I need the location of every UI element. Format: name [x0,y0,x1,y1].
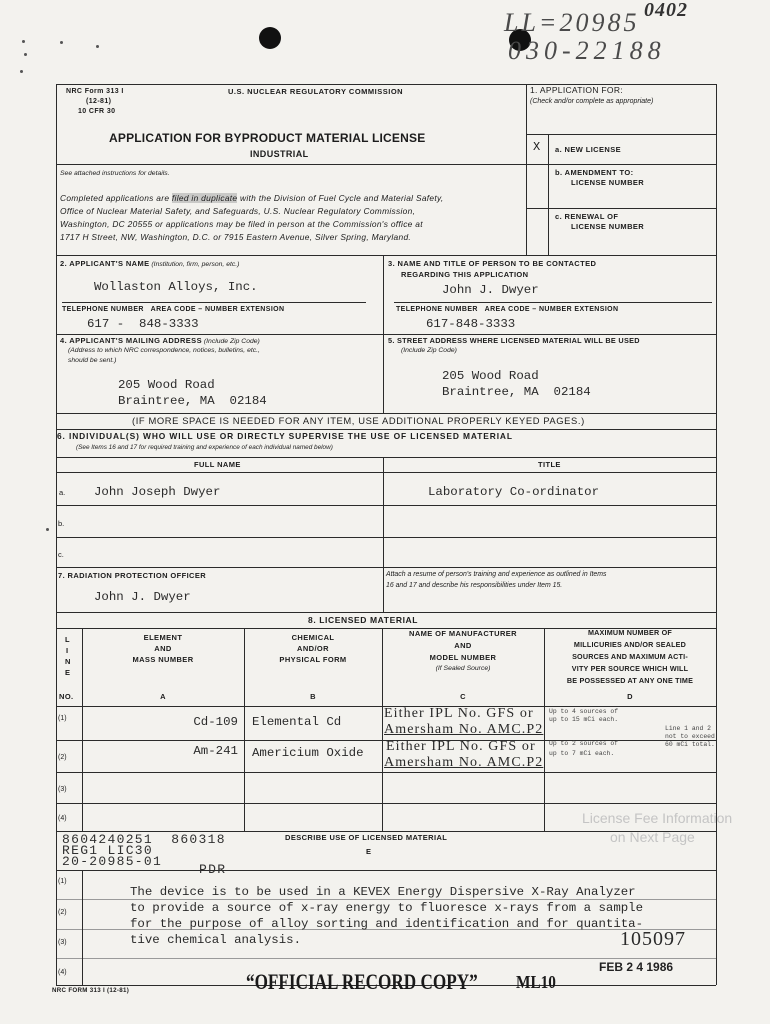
item4-hint-line: (Address to which NRC correspondence, notices, bulletins, etc., [68,347,260,354]
manufacturer-value: Either IPL No. GFS or [386,739,536,754]
form-rule [56,255,716,256]
manufacturer-value: Either IPL No. GFS or [384,706,534,721]
form-rule [548,134,549,255]
form-rule [56,772,716,773]
contact-phone-value: 617-848-3333 [426,317,516,331]
column-a-header: MASS NUMBER [132,655,194,664]
amendment-option: b. AMENDMENT TO: [555,168,634,177]
column-a-header: ELEMENT [143,633,183,642]
new-license-option: a. NEW LICENSE [555,145,622,154]
description-row-number: (1) [58,878,67,885]
column-d-header: VITY PER SOURCE WHICH WILL [571,664,689,673]
use-description-line: The device is to be used in a KEVEX Energy Dispersive X-Ray Analyzer [130,885,636,899]
scan-speck [96,45,99,48]
form-value: Americium Oxide [252,746,364,760]
row-letter: a. [59,488,66,497]
max-activity-value: up to 7 mCi each. [549,750,615,757]
column-b-header: CHEMICAL [291,633,335,642]
line-header-letter: E [65,668,71,677]
date-received-stamp: FEB 2 4 1986 [599,960,674,974]
official-record-stamp: “OFFICIAL RECORD COPY” [246,969,478,994]
scan-speck [60,41,63,44]
form-value: Elemental Cd [252,715,342,729]
manufacturer-value: Amersham No. AMC.P2 [384,722,544,737]
agency-name: U.S. NUCLEAR REGULATORY COMMISSION [228,87,404,96]
accession-stamp: 105097 [620,928,686,950]
item3-phone-label: TELEPHONE NUMBER AREA CODE – NUMBER EXTENSION [396,306,619,313]
form-rule [56,567,716,568]
use-description-line: tive chemical analysis. [130,933,302,947]
item7-hint-line: Attach a resume of person's training and experience as outlined in Items [386,571,607,578]
item8-label: 8. LICENSED MATERIAL [308,615,419,625]
column-a-letter: A [160,692,166,701]
item1-label: 1. APPLICATION FOR: [530,85,623,95]
limit-note: 60 mCi total. [665,741,715,748]
column-d-header: SOURCES AND MAXIMUM ACTI- [572,652,688,661]
element-value: Cd-109 [193,715,238,729]
docket-stamp-line: REG1 LIC30 [62,843,154,858]
title-column-header: TITLE [538,460,561,469]
contact-name-value: John J. Dwyer [442,283,539,297]
individual-title-value: Laboratory Co-ordinator [428,485,600,499]
table-row-number: (1) [58,715,67,722]
handwritten-control-number: 0402 [644,0,688,21]
docket-stamp-line: 8604240251 860318 [62,832,226,847]
form-rule [56,505,716,506]
line-number-header: NO. [59,692,74,701]
handwritten-docket-number: 030-22188 [508,36,666,65]
form-footer: NRC FORM 313 I (12-81) [52,987,130,994]
item2-label-text: 2. APPLICANT'S NAME [60,259,150,268]
max-activity-value: Up to 4 sources of [549,708,619,715]
column-c-header: AND [454,641,472,650]
description-row-number: (4) [58,969,67,976]
scan-speck [22,40,25,43]
item3-label: 3. NAME AND TITLE OF PERSON TO BE CONTACTED [388,259,597,268]
max-activity-value: Up to 2 sources of [549,740,619,747]
pdr-stamp: PDR [199,862,227,877]
item1-hint: (Check and/or complete as appropriate) [530,98,654,105]
form-rule [56,803,716,804]
column-d-letter: D [627,692,633,701]
form-rule [383,255,384,413]
table-row-number: (2) [58,754,67,761]
column-c-letter: C [460,692,466,701]
form-rule [383,457,384,612]
item2-phone-label: TELEPHONE NUMBER AREA CODE – NUMBER EXTENSION [62,306,285,313]
limit-note: not to exceed [665,733,715,740]
use-street-value: 205 Wood Road [442,369,539,383]
filing-text: Completed applications are [60,193,172,203]
form-rule [526,134,716,135]
element-value: Am-241 [193,744,238,758]
form-date: (12-81) [86,98,112,105]
ml-stamp: ML10 [516,972,556,992]
applicant-name-value: Wollaston Alloys, Inc. [94,280,258,294]
row-letter: b. [58,519,65,528]
item9-label: DESCRIBE USE OF LICENSED MATERIAL [285,833,448,842]
form-rule [56,472,716,473]
form-subtitle: INDUSTRIAL [250,149,309,159]
form-cfr: 10 CFR 30 [78,108,116,115]
scan-speck [24,53,27,56]
form-rule [56,457,716,458]
filing-instructions-line: 1717 H Street, NW, Washington, D.C. or 7915 Eastern Avenue, Silver Spring, Maryland. [60,232,412,242]
column-b-header: AND/OR [297,644,329,653]
form-rule [62,302,366,303]
line-header-letter: L [65,635,70,644]
form-rule [716,84,717,985]
item7-hint-line: 16 and 17 and describe his responsibilities under Item 15. [386,582,563,589]
instructions-note: See attached instructions for details. [60,170,170,177]
use-description-line: for the purpose of alloy sorting and identification and for quantita- [130,917,644,931]
punch-hole [259,27,281,49]
filing-text: with the Division of Fuel Cycle and Material Safety, [237,193,444,203]
renewal-license-number-label: LICENSE NUMBER [571,222,645,231]
column-a-header: AND [154,644,172,653]
form-rule [56,899,716,900]
item2-hint: (Institution, firm, person, etc.) [149,261,240,268]
new-license-checkmark: X [533,140,541,154]
row-letter: c. [58,550,64,559]
handwritten-license-file: LL=20985 [504,8,640,37]
form-rule [56,84,57,985]
column-b-letter: B [310,692,316,701]
item4-hint-line: should be sent.) [68,357,117,364]
column-d-header: BE POSSESSED AT ANY ONE TIME [566,676,694,685]
item5-label: 5. STREET ADDRESS WHERE LICENSED MATERIAL WILL BE USED [388,336,640,345]
form-rule [56,612,716,613]
applicant-phone-value: 617 - 848-3333 [87,317,199,331]
form-number: NRC Form 313 I [66,88,124,95]
form-title: APPLICATION FOR BYPRODUCT MATERIAL LICENSE [109,131,426,145]
column-c-header: NAME OF MANUFACTURER [409,629,517,638]
column-d-header: MILLICURIES AND/OR SEALED [573,640,687,649]
form-rule [82,870,83,985]
filing-highlight: filed in duplicate [171,193,238,203]
item6-label: 6. INDIVIDUAL(S) WHO WILL USE OR DIRECTLY SUPERVISE THE USE OF LICENSED MATERIAL [57,431,513,441]
individual-name-value: John Joseph Dwyer [94,485,221,499]
form-rule [526,208,716,209]
form-rule [56,164,716,165]
docket-stamp-line: 20-20985-01 [62,854,163,869]
rpo-name-value: John J. Dwyer [94,590,191,604]
column-e-letter: E [366,847,372,856]
fee-info-note: License Fee Information [582,810,733,826]
form-rule [394,302,712,303]
description-row-number: (2) [58,909,67,916]
form-rule [56,334,716,335]
filing-instructions-line: Washington, DC 20555 or applications may be filed in person at the Commission's office at [60,219,423,229]
scan-speck [20,70,23,73]
line-header-letter: N [65,657,71,666]
use-description-line: to provide a source of x-ray energy to fluoresce x-rays from a sample [130,901,644,915]
full-name-column-header: FULL NAME [194,460,241,469]
form-rule [56,429,716,430]
item3-label: REGARDING THIS APPLICATION [401,270,529,279]
scan-speck [46,528,49,531]
form-rule [56,537,716,538]
form-rule [56,413,716,414]
item6-hint: (See Items 16 and 17 for required training and experience of each individual named below) [76,444,333,451]
mailing-street-value: 205 Wood Road [118,378,215,392]
form-rule [56,958,716,959]
limit-note: Line 1 and 2 [665,725,712,732]
manufacturer-value: Amersham No. AMC.P2 [384,755,544,770]
item5-hint: (Include Zip Code) [401,347,457,354]
description-row-number: (3) [58,939,67,946]
item4-hint: (Include Zip Code) [202,338,260,345]
renewal-option: c. RENEWAL OF [555,212,619,221]
table-row-number: (3) [58,786,67,793]
form-rule [526,84,527,255]
column-d-header: MAXIMUM NUMBER OF [587,628,673,637]
filing-instructions-line: Office of Nuclear Material Safety, and Safeguards, U.S. Nuclear Regulatory Commission, [60,206,416,216]
table-row-number: (4) [58,815,67,822]
amendment-license-number-label: LICENSE NUMBER [571,178,645,187]
more-space-note: (IF MORE SPACE IS NEEDED FOR ANY ITEM, USE ADDITIONAL PROPERLY KEYED PAGES.) [132,415,585,426]
mailing-city-value: Braintree, MA 02184 [118,394,267,408]
column-c-header: MODEL NUMBER [429,653,497,662]
item4-label-text: 4. APPLICANT'S MAILING ADDRESS [60,336,202,345]
item7-label: 7. RADIATION PROTECTION OFFICER [58,571,207,580]
fee-info-note: on Next Page [610,829,695,845]
line-header-letter: I [66,646,69,655]
use-city-value: Braintree, MA 02184 [442,385,591,399]
item4-label [60,337,260,346]
form-rule [56,870,716,871]
item2-label [60,260,239,269]
column-c-header: (If Sealed Source) [435,665,491,672]
max-activity-value: up to 15 mCi each. [549,716,619,723]
filing-instructions-line [60,194,444,202]
column-b-header: PHYSICAL FORM [279,655,347,664]
